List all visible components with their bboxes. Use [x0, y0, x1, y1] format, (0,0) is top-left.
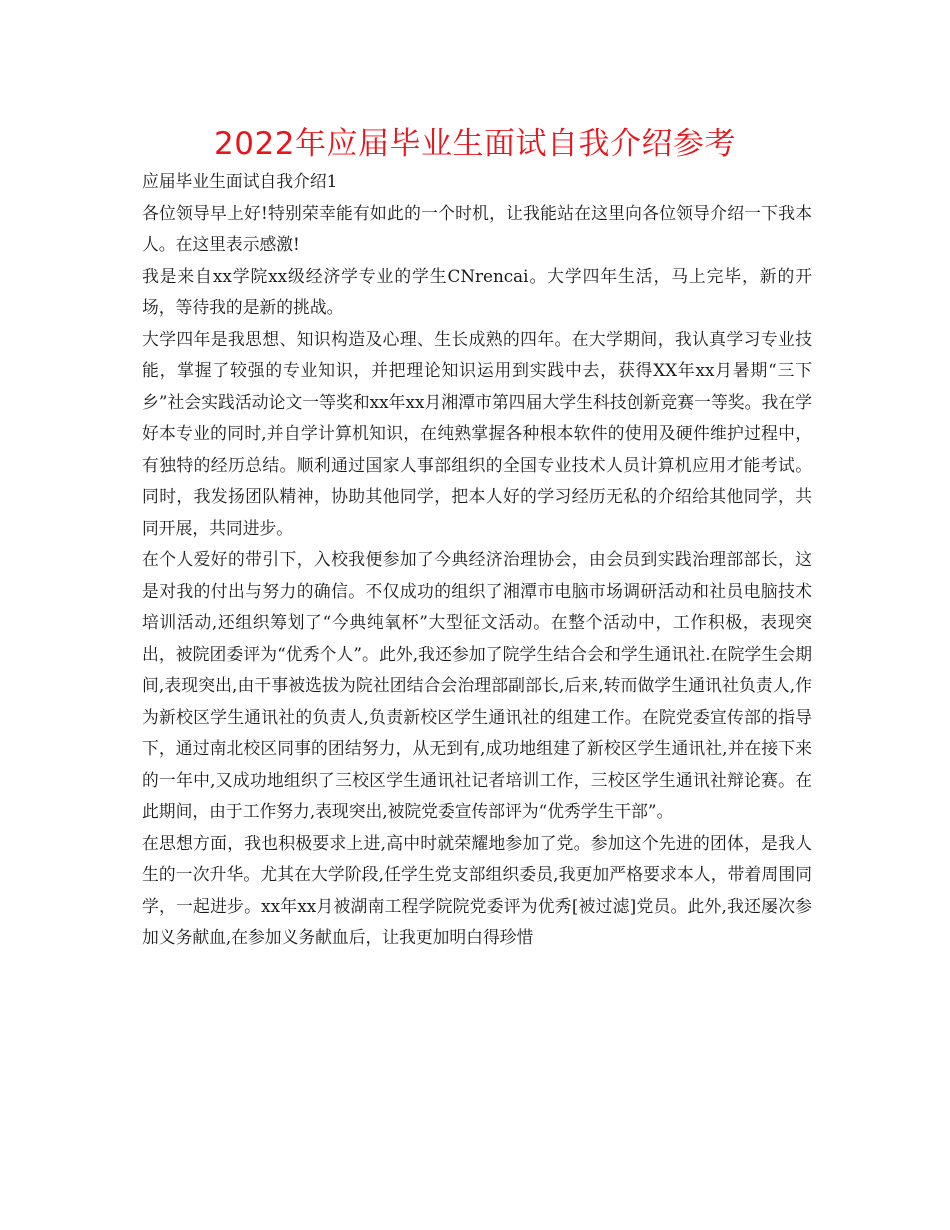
document-title: 2022年应届毕业生面试自我介绍参考 [214, 126, 736, 162]
paragraph-greeting: 各位领导早上好!特别荣幸能有如此的一个时机，让我能站在这里向各位领导介绍一下我本人。在这里表示感激! [142, 202, 812, 254]
paragraph-background: 我是来自xx学院xx级经济学专业的学生CNrencai。大学四年生活，马上完毕，新的开场，等待我的是新的挑战。 [142, 265, 812, 317]
section-heading: 应届毕业生面试自我介绍1 [142, 171, 338, 191]
paragraph-ideology: 在思想方面，我也积极要求上进,高中时就荣耀地参加了党。参加这个先进的团体，是我人生的一次升华。尤其在大学阶段,任学生党支部组织委员,我更加严格要求本人，带着周围同学，一起进步。xx年xx月被湖南工程学院院党委评为优秀[被过滤]党员。此外,我还屡次参加义务献血,在参加义务献血后，让我更加明白得珍惜 [142, 832, 812, 947]
paragraph-activities: 在个人爱好的带引下，入校我便参加了今典经济治理协会，由会员到实践治理部部长，这是对我的付出与努力的确信。不仅成功的组织了湘潭市电脑市场调研活动和社员电脑技术培训活动,还组织筹划了“今典纯氧杯”大型征文活动。在整个活动中，工作积极，表现突出，被院团委评为“优秀个人”。此外,我还参加了院学生结合会和学生通讯社.在院学生会期间,表现突出,由干事被选拔为院社团结合会治理部副部长,后来,转而做学生通讯社负责人,作为新校区学生通讯社的负责人,负责新校区学生通讯社的组建工作。在院党委宣传部的指导下，通过南北校区同事的团结努力，从无到有,成功地组建了新校区学生通讯社,并在接下来的一年中,又成功地组织了三校区学生通讯社记者培训工作，三校区学生通讯社辩论赛。在此期间，由于工作努力,表现突出,被院党委宣传部评为“优秀学生干部”。 [142, 549, 812, 821]
paragraph-studies: 大学四年是我思想、知识构造及心理、生长成熟的四年。在大学期间，我认真学习专业技能，掌握了较强的专业知识，并把理论知识运用到实践中去，获得XX年xx月暑期“三下乡”社会实践活动论文一等奖和xx年xx月湘潭市第四届大学生科技创新竞赛一等奖。我在学好本专业的同时,并自学计算机知识，在纯熟掌握各种根本软件的使用及硬件维护过程中，有独特的经历总结。顺利通过国家人事部组织的全国专业技术人员计算机应用才能考试。同时，我发扬团队精神，协助其他同学，把本人好的学习经历无私的介绍给其他同学，共同开展，共同进步。 [142, 328, 812, 538]
document-body [142, 166, 812, 954]
